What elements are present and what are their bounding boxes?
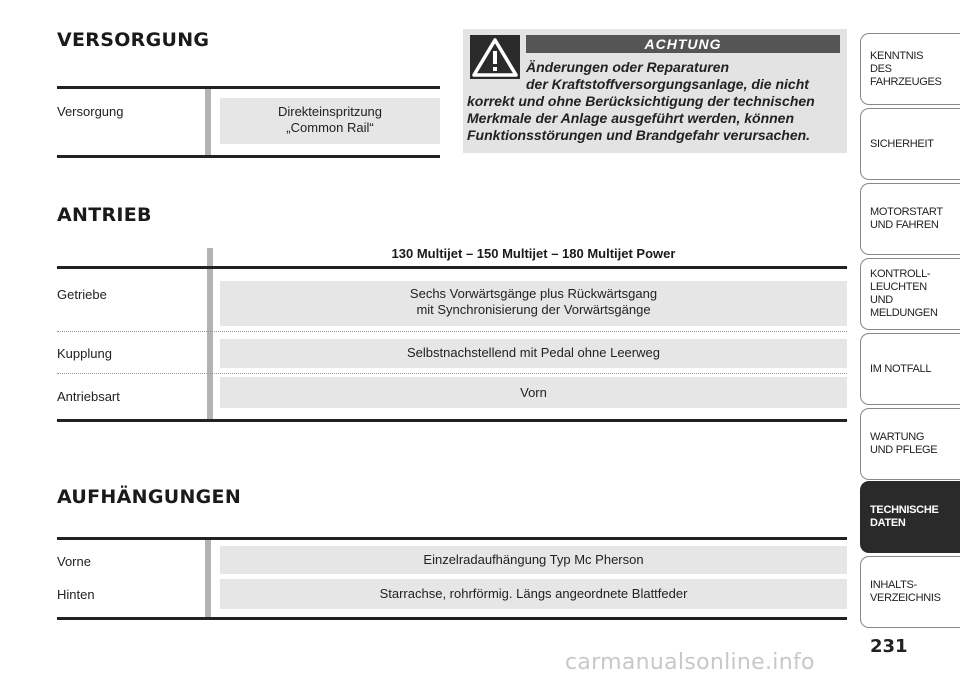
- tab-label-line: DATEN: [870, 517, 906, 529]
- tab-label-line: UND PFLEGE: [870, 444, 938, 456]
- tab-label-line: UND MELDUNGEN: [870, 294, 938, 319]
- value-line: Sechs Vorwärtsgänge plus Rückwärtsgang: [409, 286, 658, 301]
- tab-label-line: TECHNISCHE: [870, 504, 939, 516]
- warning-icon: [470, 35, 520, 79]
- row-label-kupplung: Kupplung: [57, 346, 112, 361]
- value-line: Einzelradaufhängung Typ Mc Pherson: [423, 552, 644, 567]
- value-line: Vorn: [520, 385, 547, 400]
- value-line: „Common Rail“: [286, 120, 374, 135]
- warning-box: [463, 29, 847, 153]
- tab-label-line: DES FAHRZEUGES: [870, 62, 942, 88]
- value-line: mit Synchronisierung der Vorwärtsgänge: [416, 302, 651, 317]
- value-cell-versorgung: [220, 98, 440, 144]
- tab-label-line: KENNTNIS: [870, 49, 924, 62]
- tab-label-line: VERZEICHNIS: [870, 592, 941, 604]
- tab-label-line: MOTORSTART: [870, 206, 943, 218]
- table-top-rule: [57, 537, 847, 540]
- table-top-rule: [57, 266, 847, 269]
- tab-label-line: LEUCHTEN: [870, 281, 927, 293]
- value-cell-vorne: [220, 546, 847, 574]
- warning-text-line: der Kraftstoffversorgungsanlage, die nicht: [526, 76, 809, 92]
- section-heading-versorgung: VERSORGUNG: [57, 29, 210, 51]
- row-label-versorgung: Versorgung: [57, 104, 124, 119]
- warning-text-line: korrekt und ohne Berücksichtigung der technischen: [467, 93, 815, 109]
- section-heading-aufhaengungen: AUFHÄNGUNGEN: [57, 486, 242, 508]
- sidebar-tab-sicherheit[interactable]: [860, 108, 960, 180]
- tab-label-line: KONTROLL-: [870, 268, 931, 280]
- sidebar-tab-motorstart[interactable]: [860, 183, 960, 255]
- column-divider: [207, 248, 213, 420]
- column-divider: [205, 540, 211, 618]
- row-label-getriebe: Getriebe: [57, 287, 107, 302]
- page-number: 231: [870, 636, 908, 657]
- table-bottom-rule: [57, 617, 847, 620]
- value-cell-kupplung: [220, 339, 847, 368]
- row-separator: [57, 373, 847, 374]
- warning-text-line: Merkmale der Anlage ausgeführt werden, können: [467, 110, 795, 126]
- value-line: Direkteinspritzung: [277, 104, 383, 119]
- row-label-vorne: Vorne: [57, 554, 91, 569]
- tab-label-line: IM NOTFALL: [870, 362, 932, 375]
- sidebar-tab-im-notfall[interactable]: [860, 333, 960, 405]
- warning-text-line: Änderungen oder Reparaturen: [526, 59, 730, 75]
- tab-label-line: INHALTS-: [870, 579, 917, 591]
- sidebar-tab-wartung[interactable]: [860, 408, 960, 480]
- sidebar-tab-kontrollleuchten[interactable]: [860, 258, 960, 330]
- sidebar-tab-inhaltsverzeichnis[interactable]: [860, 556, 960, 628]
- sidebar-tab-technische-daten[interactable]: [860, 481, 960, 553]
- sidebar-tab-kenntnis[interactable]: [860, 33, 960, 105]
- row-label-antriebsart: Antriebsart: [57, 389, 120, 404]
- tab-label-line: SICHERHEIT: [870, 137, 934, 150]
- row-label-hinten: Hinten: [57, 587, 95, 602]
- tab-label-line: UND FAHREN: [870, 219, 939, 231]
- table-top-rule: [57, 86, 440, 89]
- watermark: carmanualsonline.info: [565, 650, 815, 675]
- table-bottom-rule: [57, 155, 440, 158]
- column-divider: [205, 89, 211, 155]
- tab-label-line: WARTUNG: [870, 431, 925, 443]
- value-cell-antriebsart: [220, 377, 847, 408]
- warning-title: ACHTUNG: [526, 35, 840, 53]
- warning-text-line: Funktionsstörungen und Brandgefahr verursachen.: [467, 127, 811, 143]
- value-line: Selbstnachstellend mit Pedal ohne Leerweg: [407, 345, 660, 360]
- column-header-engines: 130 Multijet – 150 Multijet – 180 Multijet Power: [391, 246, 676, 261]
- row-separator: [57, 331, 847, 332]
- value-cell-hinten: [220, 579, 847, 609]
- value-cell-getriebe: [220, 281, 847, 326]
- value-line: Starrachse, rohrförmig. Längs angeordnete Blattfeder: [379, 586, 688, 601]
- section-heading-antrieb: ANTRIEB: [57, 204, 152, 226]
- table-bottom-rule: [57, 419, 847, 422]
